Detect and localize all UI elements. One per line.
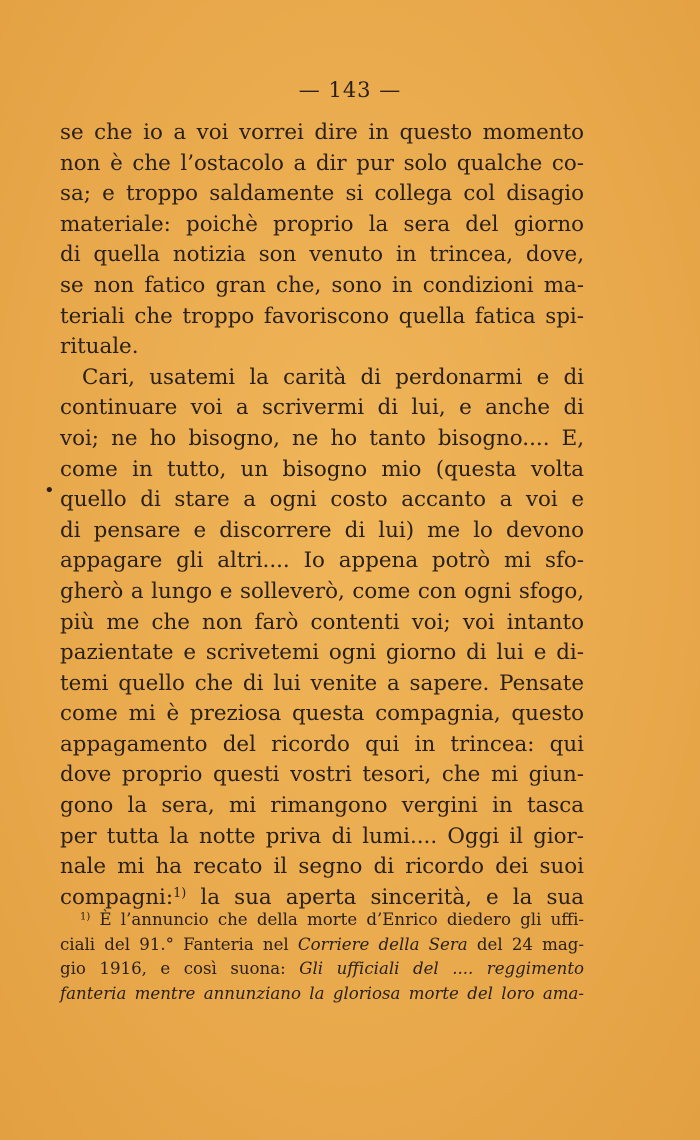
text-line: di pensare e discorrere di lui) me lo devono	[60, 517, 584, 543]
text-line: più me che non farò contenti voi; voi intanto	[60, 609, 584, 635]
text-line: temi quello che di lui venite a sapere. Pensate	[60, 670, 584, 696]
footnote-reference: 1)	[173, 885, 187, 901]
text-line: di quella notizia son venuto in trincea, dove,	[60, 242, 584, 268]
text-line: quello di stare a ogni costo accanto a voi e	[60, 487, 584, 513]
text-line: come mi è preziosa questa compagnia, questo	[60, 701, 584, 727]
text-line: dove proprio questi vostri tesori, che mi giun-	[60, 762, 584, 788]
text-fragment: la sua aperta sincerità, e la sua	[200, 884, 584, 910]
text-line: se che io a voi vorrei dire in questo momento	[60, 120, 584, 145]
text-line: pazientate e scrivetemi ogni giorno di lui e di-	[60, 640, 584, 666]
text-line: gherò a lungo e solleverò, come con ogni sfogo,	[60, 578, 584, 604]
text-line: voi; ne ho bisogno, ne ho tanto bisogno.... E,	[60, 425, 584, 451]
footnote-text: gio 1916, e così suona:	[60, 959, 300, 978]
footnote-text: ciali del 91.° Fanteria nel	[60, 934, 298, 954]
text-line: continuare voi a scrivermi di lui, e anche di	[60, 395, 584, 421]
text-fragment: compagni:	[60, 884, 174, 910]
newspaper-title: Corriere della Sera	[297, 934, 468, 954]
footnote-line	[60, 933, 584, 958]
text-line: come in tutto, un bisogno mio (questa volta	[60, 456, 584, 482]
text-line: non è che l’ostacolo a dir pur solo qualche co-	[60, 150, 584, 176]
footnote-text: È l’annuncio che della morte d’Enrico diedero gli uffi-	[99, 910, 585, 929]
text-line: se non fatico gran che, sono in condizioni ma-	[60, 272, 584, 298]
text-line: nale mi ha recato il segno di ricordo dei suoi	[60, 854, 584, 880]
margin-dot-mark: •	[44, 480, 55, 501]
footnote-text: del 24 mag-	[467, 934, 584, 954]
text-line: materiale: poichè proprio la sera del giorno	[60, 211, 584, 237]
footnote-line	[60, 908, 584, 933]
footnote-line	[60, 957, 584, 982]
text-line: gono la sera, mi rimangono vergini in tasca	[60, 793, 584, 819]
text-line: teriali che troppo favoriscono quella fatica spi-	[60, 303, 584, 329]
text-line: appagare gli altri.... Io appena potrò mi sfo-	[60, 548, 584, 574]
footnote-marker: 1)	[80, 911, 91, 923]
page-number: — 143 —	[298, 78, 402, 102]
text-line: appagamento del ricordo qui in trincea: qui	[60, 731, 584, 757]
text-line: sa; e troppo saldamente si collega col disagio	[60, 181, 584, 207]
body-text	[60, 118, 584, 913]
footnote-line: fanteria mentre annunziano la gloriosa morte del loro ama-	[60, 983, 584, 1003]
text-line: Cari, usatemi la carità di perdonarmi e di	[82, 364, 584, 390]
text-line: per tutta la notte priva di lumi.... Oggi il gior-	[60, 823, 584, 849]
footnote	[60, 908, 584, 1006]
text-line: rituale.	[60, 334, 139, 360]
quoted-announcement: Gli ufficiali del .... reggimento	[299, 959, 584, 978]
